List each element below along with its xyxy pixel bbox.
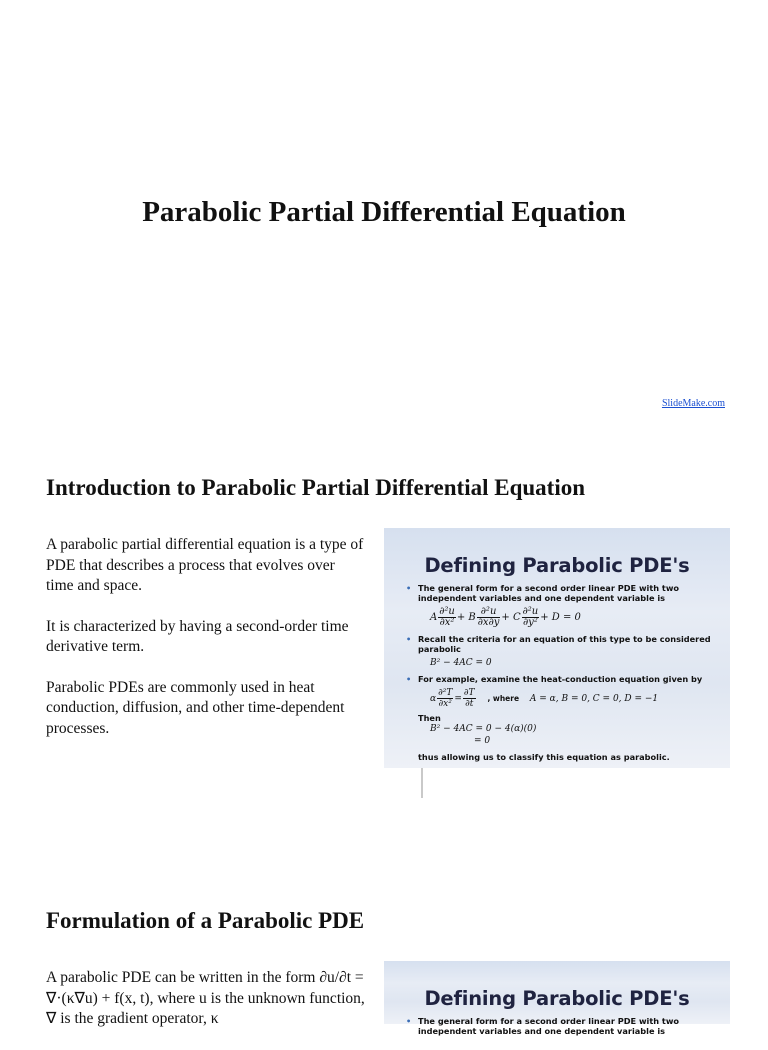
equation-general-form: A $\frac{\text{∂²u}}{\text{∂x²}}$ + B $\frac{\text{∂²u}}{\partial x\partial y}$ + C $\frac{\text{∂²u}}{\text{∂y²}}$ + D = 0 (430, 606, 581, 628)
where-label: , where (487, 694, 520, 703)
slide-body (384, 583, 730, 762)
slide-footer: thus allowing us to classify this equation as parabolic. (418, 752, 670, 762)
paragraph: Parabolic PDEs are commonly used in heat conduction, diffusion, and other time-dependent processes. (46, 678, 345, 737)
divider (421, 768, 423, 798)
section-intro-text (46, 535, 366, 759)
equation-result: = 0 (474, 736, 491, 746)
section-heading-introduction: Introduction to Parabolic Partial Differential Equation (46, 475, 585, 500)
slide-body (384, 1016, 730, 1036)
equation-coefficients: A = α, B = 0, C = 0, D = −1 (529, 694, 659, 704)
equation-discriminant: B² − 4AC = 0 − 4(α)(0) (430, 724, 537, 734)
then-label: Then (418, 713, 441, 723)
paragraph: A parabolic partial differential equation is a type of PDE that describes a process that evolves over time and space. (46, 536, 364, 594)
slide-image-2 (384, 961, 730, 1036)
slide-bullet: • For example, examine the heat-conduction equation given by (406, 674, 712, 684)
slide-bullet: • Recall the criteria for an equation of this type to be considered parabolic (406, 634, 712, 654)
slide-heading: Defining Parabolic PDE's (424, 987, 690, 1010)
equation-criteria: B² − 4AC = 0 (430, 658, 492, 668)
paragraph: It is characterized by having a second-order time derivative term. (46, 617, 349, 655)
section-heading-formulation: Formulation of a Parabolic PDE (46, 908, 365, 933)
equation-heat: α $\frac{\text{∂²T}}{\text{∂x²}}$ = $\frac{\partial T}{\partial t}$ , where A = α, B = 0, C = 0, D = −1 (430, 688, 659, 709)
paragraph: A parabolic PDE can be written in the form ∂u/∂t = ∇·(κ∇u) + f(x, t), where u is the unknown function, ∇ is the gradient operator, κ (46, 969, 365, 1027)
slide-bullet: • The general form for a second order linear PDE with two independent variables and one dependent variable is (406, 1016, 712, 1036)
slide-image (384, 528, 730, 768)
slide-bullet: • The general form for a second order linear PDE with two independent variables and one dependent variable is (406, 583, 712, 603)
credit-link[interactable]: SlideMake.com (661, 398, 725, 409)
slide-heading: Defining Parabolic PDE's (424, 554, 690, 577)
document-title: Parabolic Partial Differential Equation (142, 196, 626, 228)
section-formulation-text (46, 968, 366, 1050)
